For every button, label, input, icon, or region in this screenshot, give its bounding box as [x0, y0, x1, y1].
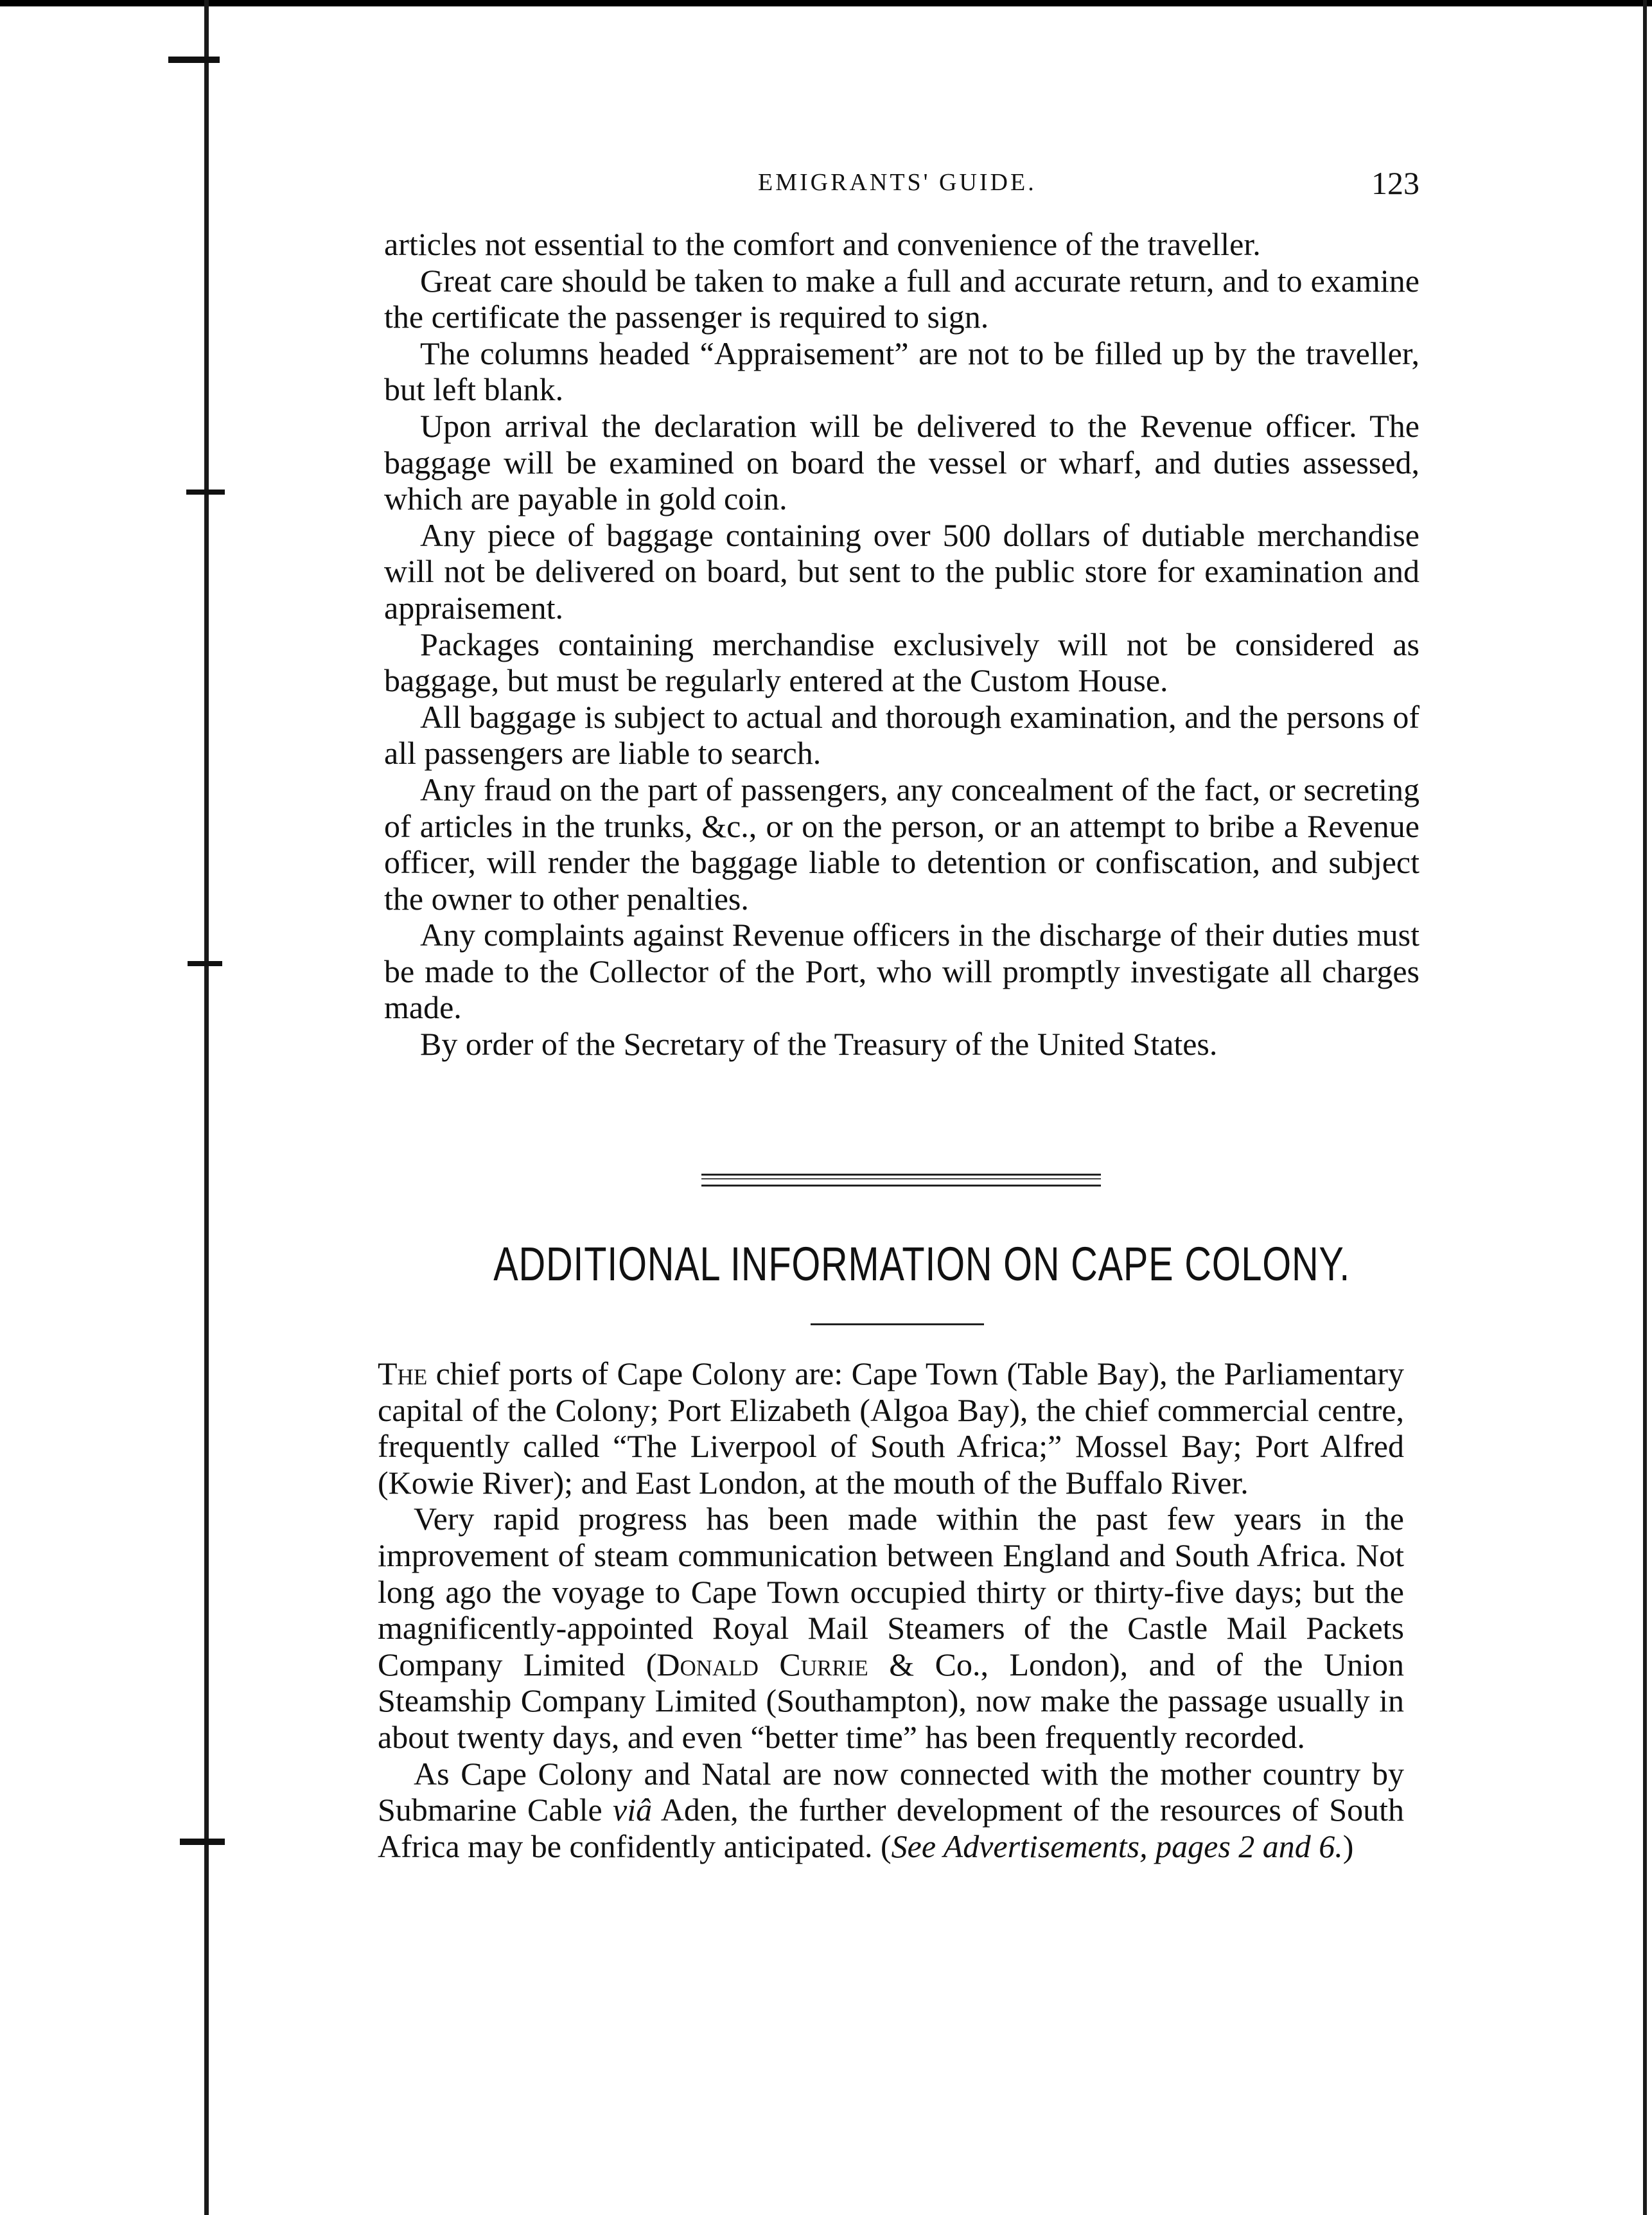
binding-stitch [180, 1839, 225, 1845]
paragraph-text: As Cape Colony and Natal are now connected with the mother country by Submarine Cable [378, 1755, 1404, 1828]
binding-stitch [186, 490, 225, 495]
paragraph: Upon arrival the declaration will be delivered to the Revenue officer. The baggage will be examined on board the vessel or wharf, and duties assessed, which are payable in gold coin. [384, 407, 1419, 517]
customs-regulations-text [384, 226, 1419, 1063]
page-header [385, 165, 1419, 213]
paragraph: Any piece of baggage containing over 500 dollars of dutiable merchandise will not be delivered on board, but sent to the public store for examination and appraisement. [384, 516, 1419, 626]
closing-paren: ) [1342, 1828, 1354, 1864]
paragraph-text: Very rapid progress has been made within the past few years in the improvement of steam communication between England and South Africa. Not long ago the voyage to Cape Town occupied thirty or thirty-five days; but the magnificently-appointed Royal Mail Steamers of the Castle Mail Packets Company Limited ( [378, 1501, 1404, 1682]
paragraph-text: & Co., London), and of the Union Steamship Company Limited (Southampton), now make the passage usually in about twenty days, and even “better time” has been frequently recorded. [378, 1646, 1404, 1755]
lead-word: The [378, 1355, 428, 1391]
paragraph-text: chief ports of Cape Colony are: Cape Town (Table Bay), the Parliamentary capital of the Colony; Port Elizabeth (Algoa Bay), the chief commercial centre, frequently called “The Liverpool of South Africa;” Mossel Bay; Port Alfred (Kowie River); and East London, at the mouth of the Buffalo River. [378, 1355, 1404, 1501]
paragraph: All baggage is subject to actual and thorough examination, and the persons of all passengers are liable to search. [384, 698, 1419, 772]
paragraph: Any complaints against Revenue officers in the discharge of their duties must be made to the Collector of the Port, who will promptly investigate all charges made. [384, 917, 1419, 1026]
company-name: Donald Currie [656, 1646, 868, 1682]
paragraph: articles not essential to the comfort and convenience of the traveller. [384, 226, 1261, 262]
section-divider [701, 1174, 1101, 1187]
paragraph [378, 1355, 1404, 1501]
paragraph: Any fraud on the part of passengers, any concealment of the fact, or secreting of articles in the trunks, &c., or on the person, or an attempt to bribe a Revenue officer, will render the baggage liable to detention or confiscation, and subject the owner to other penalties. [384, 771, 1419, 917]
binding-stitch [188, 961, 222, 966]
italic-via: viâ [613, 1792, 653, 1828]
paragraph: The columns headed “Appraisement” are not to be filled up by the traveller, but left blank. [384, 335, 1419, 408]
scan-border-top [0, 0, 1652, 6]
title-underline [811, 1323, 984, 1325]
paragraph: Packages containing merchandise exclusively will not be considered as baggage, but must be regularly entered at the Custom House. [384, 626, 1419, 699]
page-number: 123 [1371, 165, 1419, 201]
paragraph-text: Aden, the further development of the resources of South Africa may be confidently anticipated. ( [378, 1792, 1404, 1864]
binding-gutter-line [204, 0, 209, 2215]
section-title: ADDITIONAL INFORMATION ON CAPE COLONY. [493, 1237, 1351, 1291]
see-advertisements-reference: See Advertisements, pages 2 and 6. [891, 1828, 1343, 1864]
paragraph [378, 1501, 1404, 1755]
cape-colony-text [378, 1355, 1404, 1864]
paragraph: Great care should be taken to make a full and accurate return, and to examine the certificate the passenger is required to sign. [384, 262, 1419, 335]
scan-right-edge [1643, 0, 1647, 2215]
signoff: By order of the Secretary of the Treasury of the United States. [420, 1026, 1218, 1063]
paragraph [378, 1756, 1404, 1865]
binding-stitch [168, 57, 220, 63]
running-head: EMIGRANTS' GUIDE. [758, 169, 1037, 196]
